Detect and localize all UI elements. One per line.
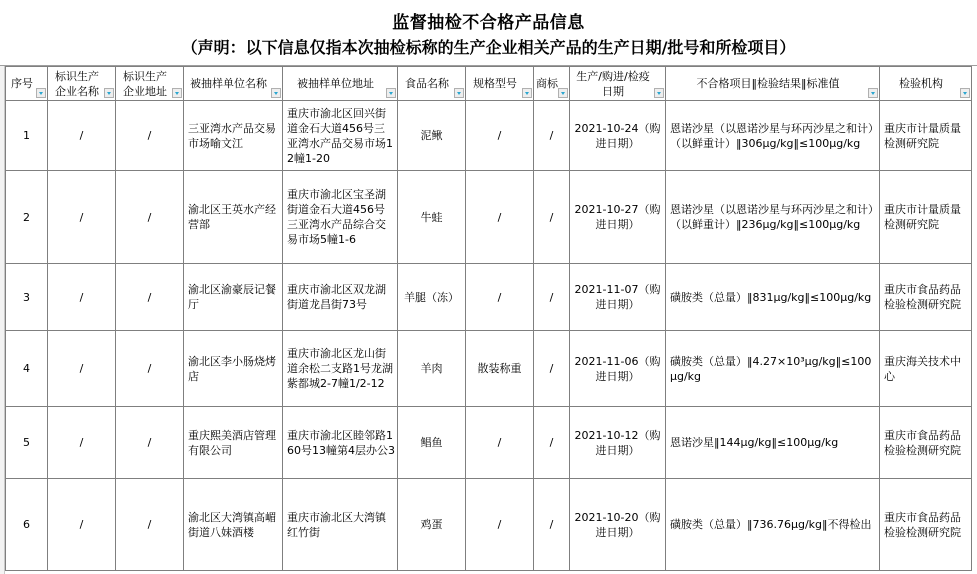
- cell-producer-addr[interactable]: /: [116, 101, 184, 171]
- cell-spec[interactable]: /: [466, 101, 534, 171]
- col-header-sampled-unit: 被抽样单位名称: [184, 67, 283, 101]
- cell-producer-name[interactable]: /: [48, 407, 116, 479]
- cell-seq[interactable]: 2: [6, 171, 48, 264]
- cell-brand[interactable]: /: [534, 171, 570, 264]
- filter-dropdown-icon[interactable]: [172, 88, 182, 98]
- cell-brand[interactable]: /: [534, 479, 570, 571]
- cell-producer-name[interactable]: /: [48, 331, 116, 407]
- cell-sampled-addr[interactable]: 重庆市渝北区双龙湖街道龙昌街73号: [283, 264, 398, 331]
- cell-sampled-addr[interactable]: 重庆市渝北区睦邻路160号13幢第4层办公3: [283, 407, 398, 479]
- data-table: [5, 66, 972, 571]
- col-header-item: 不合格项目‖检验结果‖标准值: [666, 67, 880, 101]
- cell-date[interactable]: 2021-11-06（购进日期）: [570, 331, 666, 407]
- filter-dropdown-icon[interactable]: [522, 88, 532, 98]
- cell-brand[interactable]: /: [534, 407, 570, 479]
- cell-date[interactable]: 2021-10-20（购进日期）: [570, 479, 666, 571]
- table-row: [6, 101, 972, 171]
- cell-sampled-addr[interactable]: 重庆市渝北区大湾镇红竹街: [283, 479, 398, 571]
- cell-spec[interactable]: /: [466, 479, 534, 571]
- cell-item[interactable]: 恩诺沙星（以恩诺沙星与环丙沙星之和计）（以鲜重计）‖306μg/kg‖≤100μg/kg: [666, 101, 880, 171]
- cell-food[interactable]: 羊腿（冻）: [398, 264, 466, 331]
- cell-sampled-addr[interactable]: 重庆市渝北区宝圣湖街道金石大道456号三亚湾水产品综合交易市场5幢1-6: [283, 171, 398, 264]
- cell-sampled-addr[interactable]: 重庆市渝北区回兴街道金石大道456号三亚湾水产品交易市场12幢1-20: [283, 101, 398, 171]
- cell-food[interactable]: 牛蛙: [398, 171, 466, 264]
- col-header-seq: 序号: [6, 67, 48, 101]
- col-header-spec: 规格型号: [466, 67, 534, 101]
- cell-spec[interactable]: 散装称重: [466, 331, 534, 407]
- cell-sampled-unit[interactable]: 渝北区李小肠烧烤店: [184, 331, 283, 407]
- cell-food[interactable]: 泥鳅: [398, 101, 466, 171]
- cell-producer-addr[interactable]: /: [116, 407, 184, 479]
- col-header-sampled-addr: 被抽样单位地址: [283, 67, 398, 101]
- cell-producer-addr[interactable]: /: [116, 171, 184, 264]
- cell-item[interactable]: 磺胺类（总量）‖736.76μg/kg‖不得检出: [666, 479, 880, 571]
- cell-agency[interactable]: 重庆市计量质量检测研究院: [880, 171, 972, 264]
- cell-producer-name[interactable]: /: [48, 479, 116, 571]
- cell-food[interactable]: 羊肉: [398, 331, 466, 407]
- col-header-food: 食品名称: [398, 67, 466, 101]
- cell-seq[interactable]: 3: [6, 264, 48, 331]
- header-row: [6, 67, 972, 101]
- cell-producer-addr[interactable]: /: [116, 331, 184, 407]
- cell-sampled-unit[interactable]: 渝北区王英水产经营部: [184, 171, 283, 264]
- filter-dropdown-icon[interactable]: [454, 88, 464, 98]
- cell-item[interactable]: 恩诺沙星（以恩诺沙星与环丙沙星之和计）（以鲜重计）‖236μg/kg‖≤100μg/kg: [666, 171, 880, 264]
- cell-agency[interactable]: 重庆市食品药品检验检测研究院: [880, 479, 972, 571]
- cell-spec[interactable]: /: [466, 171, 534, 264]
- cell-producer-name[interactable]: /: [48, 101, 116, 171]
- cell-item[interactable]: 磺胺类（总量）‖4.27×10³μg/kg‖≤100μg/kg: [666, 331, 880, 407]
- cell-spec[interactable]: /: [466, 264, 534, 331]
- cell-spec[interactable]: /: [466, 407, 534, 479]
- cell-sampled-unit[interactable]: 重庆熙美酒店管理有限公司: [184, 407, 283, 479]
- cell-brand[interactable]: /: [534, 101, 570, 171]
- filter-dropdown-icon[interactable]: [868, 88, 878, 98]
- table-row: [6, 171, 972, 264]
- cell-date[interactable]: 2021-10-24（购进日期）: [570, 101, 666, 171]
- cell-agency[interactable]: 重庆市计量质量检测研究院: [880, 101, 972, 171]
- title-block: [0, 0, 977, 66]
- table-row: [6, 407, 972, 479]
- table-row: [6, 264, 972, 331]
- filter-dropdown-icon[interactable]: [558, 88, 568, 98]
- col-header-date: 生产/购进/检疫日期: [570, 67, 666, 101]
- cell-agency[interactable]: 重庆海关技术中心: [880, 331, 972, 407]
- table-row: [6, 331, 972, 407]
- cell-food[interactable]: 鸡蛋: [398, 479, 466, 571]
- filter-dropdown-icon[interactable]: [271, 88, 281, 98]
- filter-dropdown-icon[interactable]: [960, 88, 970, 98]
- cell-producer-name[interactable]: /: [48, 264, 116, 331]
- cell-sampled-unit[interactable]: 渝北区渝豪辰记餐厅: [184, 264, 283, 331]
- filter-dropdown-icon[interactable]: [386, 88, 396, 98]
- cell-producer-name[interactable]: /: [48, 171, 116, 264]
- cell-item[interactable]: 磺胺类（总量）‖831μg/kg‖≤100μg/kg: [666, 264, 880, 331]
- cell-sampled-unit[interactable]: 三亚湾水产品交易市场喻文江: [184, 101, 283, 171]
- cell-agency[interactable]: 重庆市食品药品检验检测研究院: [880, 407, 972, 479]
- cell-date[interactable]: 2021-10-27（购进日期）: [570, 171, 666, 264]
- col-header-agency: 检验机构: [880, 67, 972, 101]
- filter-dropdown-icon[interactable]: [36, 88, 46, 98]
- cell-sampled-addr[interactable]: 重庆市渝北区龙山街道余松二支路1号龙湖紫都城2-7幢1/2-12: [283, 331, 398, 407]
- cell-seq[interactable]: 1: [6, 101, 48, 171]
- cell-agency[interactable]: 重庆市食品药品检验检测研究院: [880, 264, 972, 331]
- cell-date[interactable]: 2021-11-07（购进日期）: [570, 264, 666, 331]
- sheet-title: 监督抽检不合格产品信息: [392, 13, 585, 33]
- cell-producer-addr[interactable]: /: [116, 479, 184, 571]
- filter-dropdown-icon[interactable]: [104, 88, 114, 98]
- col-header-brand: 商标: [534, 67, 570, 101]
- cell-date[interactable]: 2021-10-12（购进日期）: [570, 407, 666, 479]
- cell-food[interactable]: 鲳鱼: [398, 407, 466, 479]
- cell-item[interactable]: 恩诺沙星‖144μg/kg‖≤100μg/kg: [666, 407, 880, 479]
- col-header-producer-addr: 标识生产企业地址: [116, 67, 184, 101]
- sheet-subtitle: （声明：以下信息仅指本次抽检标称的生产企业相关产品的生产日期/批号和所检项目）: [181, 38, 796, 57]
- cell-seq[interactable]: 6: [6, 479, 48, 571]
- cell-seq[interactable]: 5: [6, 407, 48, 479]
- table-row: [6, 479, 972, 571]
- cell-seq[interactable]: 4: [6, 331, 48, 407]
- filter-dropdown-icon[interactable]: [654, 88, 664, 98]
- cell-sampled-unit[interactable]: 渝北区大湾镇高嵋街道八妹酒楼: [184, 479, 283, 571]
- cell-brand[interactable]: /: [534, 264, 570, 331]
- cell-brand[interactable]: /: [534, 331, 570, 407]
- cell-producer-addr[interactable]: /: [116, 264, 184, 331]
- col-header-producer-name: 标识生产企业名称: [48, 67, 116, 101]
